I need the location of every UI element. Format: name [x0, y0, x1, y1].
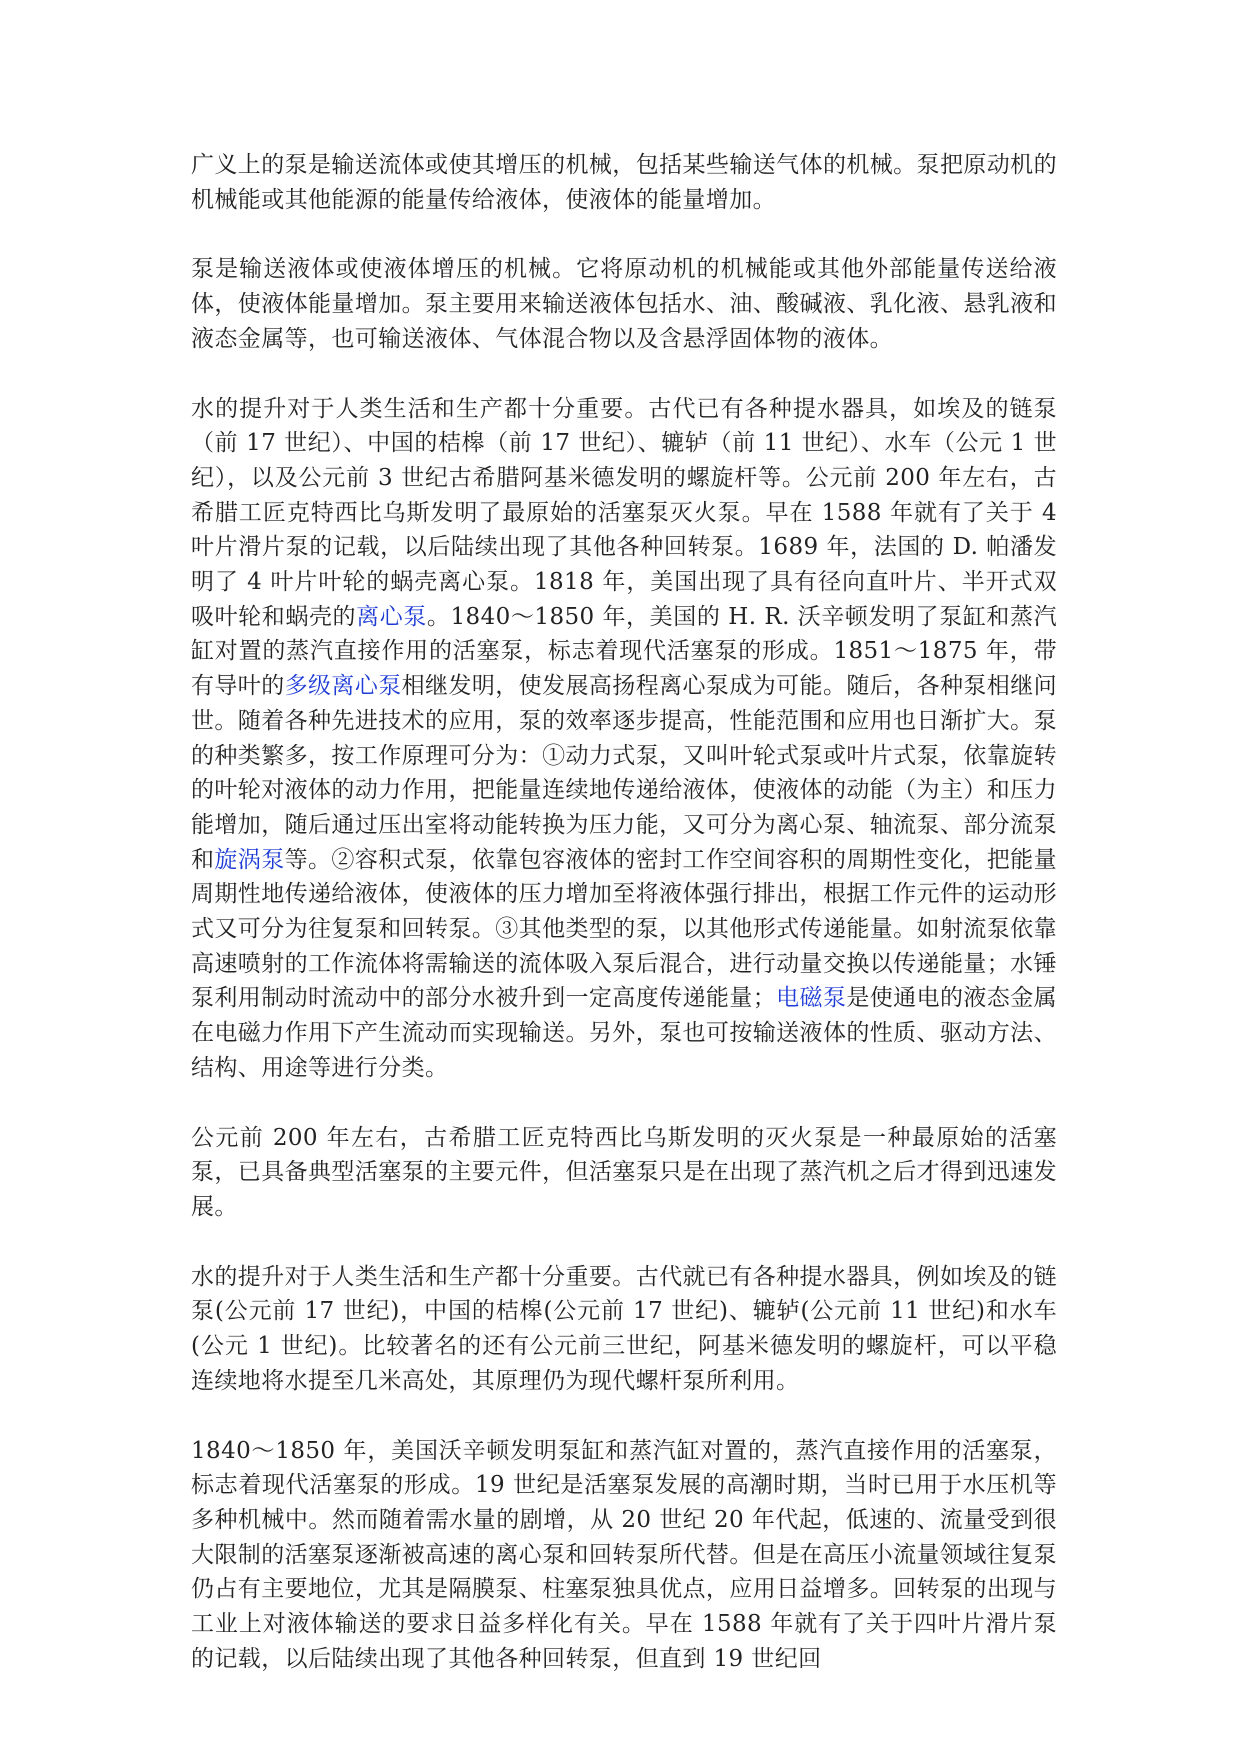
- inline-link[interactable]: 离心泵: [356, 603, 427, 630]
- paragraph: [191, 1434, 1057, 1677]
- inline-link[interactable]: 多级离心泵: [284, 673, 402, 700]
- paragraph-text: 1840～1850 年，美国沃辛顿发明泵缸和蒸汽缸对置的，蒸汽直接作用的活塞泵，标志着现代活塞泵的形成。19 世纪是活塞泵发展的高潮时期，当时已用于水压机等多种机械中。然而随着需水量的剧增，从 20 世纪 20 年代起，低速的、流量受到很大限制的活塞泵逐渐被高速的离心泵和回转泵所代替。但是在高压小流量领域往复泵仍占有主要地位，尤其是隔膜泵、柱塞泵独具优点，应用日益增多。回转泵的出现与工业上对液体输送的要求日益多样化有关。早在 1588 年就有了关于四叶片滑片泵的记载，以后陆续出现了其他各种回转泵，但直到 19 世纪回: [191, 1437, 1057, 1672]
- paragraph-text: 水的提升对于人类生活和生产都十分重要。古代已有各种提水器具，如埃及的链泵（前 17 世纪）、中国的桔槔（前 17 世纪）、辘轳（前 11 世纪）、水车（公元 1 世纪），以及公元前 3 世纪古希腊阿基米德发明的螺旋杆等。公元前 200 年左右，古希腊工匠克特西比乌斯发明了最原始的活塞泵灭火泵。早在 1588 年就有了关于 4 叶片滑片泵的记载，以后陆续出现了其他各种回转泵。1689 年，法国的 D. 帕潘发明了 4 叶片叶轮的蜗壳离心泵。1818 年，美国出现了具有径向直叶片、半开式双吸叶轮和蜗壳的: [191, 395, 1057, 630]
- paragraph-text: 等。②容积式泵，依靠包容液体的密封工作空间容积的周期性变化，把能量周期性地传递给液体，使液体的压力增加至将液体强行排出，根据工作元件的运动形式又可分为往复泵和回转泵。③其他类型的泵，以其他形式传递能量。如射流泵依靠高速喷射的工作流体将需输送的流体吸入泵后混合，进行动量交换以传递能量；水锤泵利用制动时流动中的部分水被升到一定高度传递能量；: [191, 846, 1057, 1012]
- paragraph-text: 水的提升对于人类生活和生产都十分重要。古代就已有各种提水器具，例如埃及的链泵(公元前 17 世纪)，中国的桔槔(公元前 17 世纪)、辘轳(公元前 11 世纪)和水车(公元 1 世纪)。比较著名的还有公元前三世纪，阿基米德发明的螺旋杆，可以平稳连续地将水提至几米高处，其原理仍为现代螺杆泵所利用。: [191, 1263, 1057, 1394]
- document-body: [191, 148, 1057, 1711]
- paragraph-text: 相继发明，使发展高扬程离心泵成为可能。随后，各种泵相继问世。随着各种先进技术的应用，泵的效率逐步提高，性能范围和应用也日渐扩大。泵的种类繁多，按工作原理可分为：①动力式泵，又叫叶轮式泵或叶片式泵，依靠旋转的叶轮对液体的动力作用，把能量连续地传递给液体，使液体的动能（为主）和压力能增加，随后通过压出室将动能转换为压力能，又可分为离心泵、轴流泵、部分流泵和: [191, 673, 1057, 873]
- inline-link[interactable]: 旋涡泵: [214, 846, 285, 873]
- paragraph-text: 公元前 200 年左右，古希腊工匠克特西比乌斯发明的灭火泵是一种最原始的活塞泵，已具备典型活塞泵的主要元件，但活塞泵只是在出现了蒸汽机之后才得到迅速发展。: [191, 1124, 1057, 1220]
- paragraph-text: 泵是输送液体或使液体增压的机械。它将原动机的机械能或其他外部能量传送给液体，使液体能量增加。泵主要用来输送液体包括水、油、酸碱液、乳化液、悬乳液和液态金属等，也可输送液体、气体混合物以及含悬浮固体物的液体。: [191, 256, 1057, 352]
- paragraph-text: 广义上的泵是输送流体或使其增压的机械，包括某些输送气体的机械。泵把原动机的机械能或其他能源的能量传给液体，使液体的能量增加。: [191, 152, 1057, 213]
- paragraph: [191, 1121, 1057, 1225]
- inline-link[interactable]: 电磁泵: [776, 985, 847, 1012]
- paragraph: [191, 252, 1057, 356]
- paragraph: [191, 148, 1057, 217]
- paragraph-text: 。1840～1850 年，美国的 H. R. 沃辛顿发明了泵缸和蒸汽缸对置的蒸汽直接作用的活塞泵，标志着现代活塞泵的形成。1851～1875 年，带有导叶的: [191, 603, 1057, 700]
- paragraph: [191, 392, 1057, 1086]
- paragraph: [191, 1260, 1057, 1399]
- paragraph-text: 是使通电的液态金属在电磁力作用下产生流动而实现输送。另外，泵也可按输送液体的性质、驱动方法、结构、用途等进行分类。: [191, 985, 1058, 1081]
